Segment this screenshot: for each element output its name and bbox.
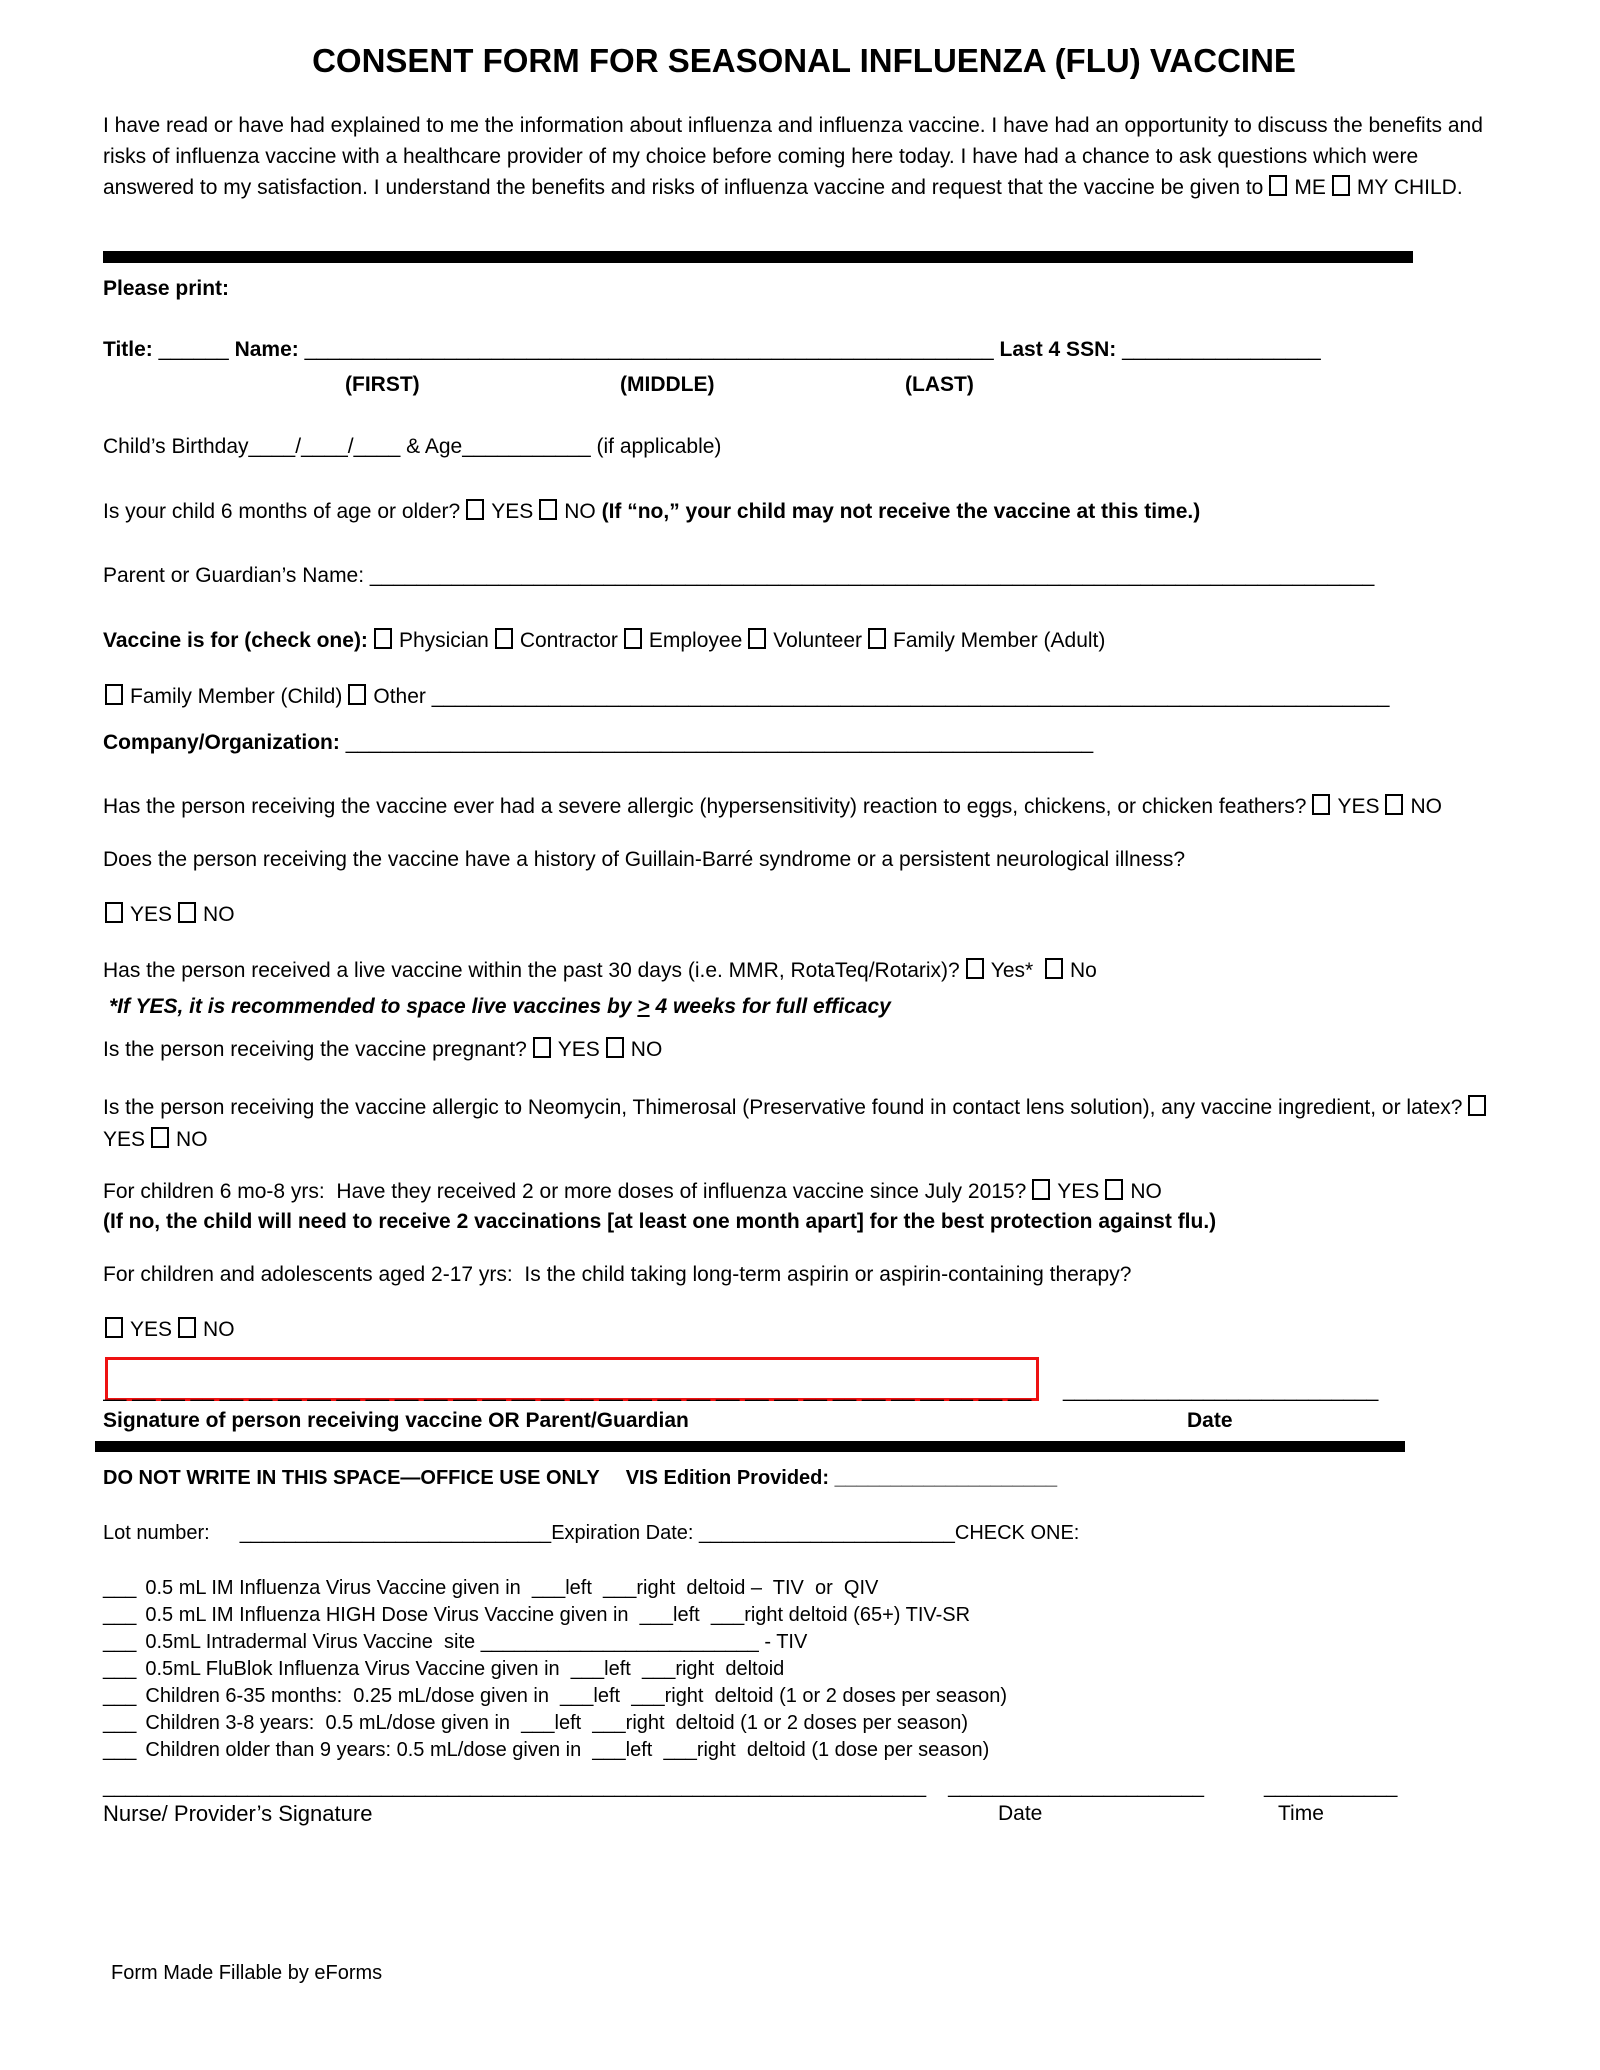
pregnant-text: Is the person receiving the vaccine pregnant? bbox=[103, 1038, 527, 1061]
checkbox-live-yes[interactable] bbox=[966, 958, 984, 979]
doses-no-label: NO bbox=[1130, 1180, 1162, 1203]
vaccine-option-row bbox=[103, 1602, 1505, 1629]
do-not-write-label: DO NOT WRITE IN THIS SPACE—OFFICE USE ONLY bbox=[103, 1467, 600, 1489]
children-doses-question bbox=[103, 1177, 1505, 1237]
checkbox-doses-yes[interactable] bbox=[1032, 1179, 1050, 1200]
expiration-date-blank[interactable]: _______________________ bbox=[699, 1522, 955, 1544]
aspirin-answers bbox=[103, 1317, 1505, 1343]
last-sublabel: (LAST) bbox=[905, 373, 974, 396]
parent-guardian-line bbox=[103, 562, 1505, 589]
option-text: 0.5mL FluBlok Influenza Virus Vaccine given in ___left ___right deltoid bbox=[145, 1658, 785, 1680]
neomycin-no-label: NO bbox=[176, 1128, 208, 1151]
checkbox-employee[interactable] bbox=[624, 628, 642, 649]
consent-text: I have read or have had explained to me the information about influenza and influenza vaccine. I have had an opportunity to discuss the benefits and risks of influenza vaccine with a healthcare provider of my choice before coming here today. I have had a chance to ask questions which were answered to my satisfaction. I understand the benefits and risks of influenza vaccine and request that the vaccine be given to bbox=[103, 114, 1489, 199]
guillain-no-label: NO bbox=[203, 903, 235, 926]
office-use-section bbox=[103, 1465, 1505, 1827]
child-age-warning: (If “no,” your child may not receive the vaccine at this time.) bbox=[601, 500, 1201, 523]
please-print-label: Please print: bbox=[103, 277, 230, 300]
parent-guardian-label: Parent or Guardian’s Name: bbox=[103, 564, 365, 587]
option-text: Children 6-35 months: 0.25 mL/dose given in ___left ___right deltoid (1 or 2 doses per season) bbox=[145, 1685, 1007, 1707]
option-check-blank[interactable]: ___ bbox=[103, 1712, 137, 1734]
option-text: 0.5 mL IM Influenza Virus Vaccine given in ___left ___right deltoid – TIV or QIV bbox=[145, 1577, 879, 1599]
title-label: Title: bbox=[103, 338, 153, 361]
provider-signature-blank[interactable]: __________________________________________________________________________ bbox=[103, 1776, 927, 1798]
guillain-answers bbox=[103, 902, 1505, 928]
guillain-yes-label: YES bbox=[130, 903, 173, 926]
aspirin-yes-label: YES bbox=[130, 1318, 173, 1341]
contractor-label: Contractor bbox=[519, 629, 618, 652]
provider-date-label: Date bbox=[998, 1802, 1043, 1825]
my-child-label: MY CHILD. bbox=[1356, 176, 1463, 199]
name-blank[interactable]: ___________________________________________________________ bbox=[304, 338, 994, 361]
vis-edition-blank[interactable]: ____________________ bbox=[834, 1467, 1058, 1489]
signature-area bbox=[103, 1355, 1505, 1407]
option-check-blank[interactable]: ___ bbox=[103, 1577, 137, 1599]
vaccine-option-row bbox=[103, 1656, 1505, 1683]
vaccine-option-row bbox=[103, 1737, 1505, 1764]
checkbox-aspirin-no[interactable] bbox=[178, 1317, 196, 1338]
note-before: *If YES, it is recommended to space live vaccines by bbox=[109, 995, 638, 1018]
checkbox-child-age-no[interactable] bbox=[539, 499, 557, 520]
middle-sublabel: (MIDDLE) bbox=[620, 373, 715, 396]
checkbox-guillain-yes[interactable] bbox=[105, 902, 123, 923]
aspirin-no-label: NO bbox=[203, 1318, 235, 1341]
other-label: Other bbox=[373, 685, 426, 708]
signature-line[interactable]: __ __ __ __ __ __ __ __ __ __ __ __ __ __ __ __ __ __ __ __ __ __ __ __ __ __ __ __ __ __ __ __ bbox=[103, 1379, 1032, 1402]
pregnant-no-label: NO bbox=[630, 1038, 663, 1061]
option-text: Children 3-8 years: 0.5 mL/dose given in ___left ___right deltoid (1 or 2 doses per season) bbox=[145, 1712, 969, 1734]
live-yes-label: Yes* bbox=[990, 959, 1034, 982]
name-line bbox=[103, 337, 1505, 363]
first-sublabel: (FIRST) bbox=[345, 373, 420, 396]
doses-yes-label: YES bbox=[1057, 1180, 1100, 1203]
checkbox-doses-no[interactable] bbox=[1105, 1179, 1123, 1200]
live-no-label: No bbox=[1070, 959, 1097, 982]
option-check-blank[interactable]: ___ bbox=[103, 1631, 137, 1653]
live-vaccine-text: Has the person received a live vaccine within the past 30 days (i.e. MMR, RotaTeq/Rotarix)? bbox=[103, 959, 960, 982]
company-line bbox=[103, 729, 1505, 756]
vaccine-for-row2 bbox=[103, 683, 1505, 710]
family-adult-label: Family Member (Adult) bbox=[893, 629, 1106, 652]
children-doses-note: (If no, the child will need to receive 2 vaccinations [at least one month apart] for the best protection against flu.) bbox=[103, 1210, 1217, 1233]
vaccine-option-row bbox=[103, 1629, 1505, 1656]
checkbox-my-child[interactable] bbox=[1332, 175, 1350, 196]
eforms-footer-note: Form Made Fillable by eForms bbox=[111, 1962, 383, 1984]
provider-time-blank[interactable]: ____________ bbox=[1263, 1776, 1398, 1798]
consent-paragraph bbox=[103, 110, 1505, 203]
checkbox-other[interactable] bbox=[348, 684, 366, 705]
checkbox-family-adult[interactable] bbox=[868, 628, 886, 649]
option-text: Children older than 9 years: 0.5 mL/dose given in ___left ___right deltoid (1 dose per season) bbox=[145, 1739, 990, 1761]
provider-time-label: Time bbox=[1278, 1802, 1324, 1825]
lot-number-label: Lot number: bbox=[103, 1522, 210, 1544]
option-check-blank[interactable]: ___ bbox=[103, 1685, 137, 1707]
pregnant-yes-label: YES bbox=[557, 1038, 600, 1061]
vaccine-option-row bbox=[103, 1710, 1505, 1737]
option-check-blank[interactable]: ___ bbox=[103, 1739, 137, 1761]
lot-number-blank[interactable]: ____________________________ bbox=[239, 1522, 552, 1544]
live-vaccine-note bbox=[103, 994, 1505, 1020]
page-title: CONSENT FORM FOR SEASONAL INFLUENZA (FLU) VACCINE bbox=[312, 42, 1296, 79]
checkbox-pregnant-yes[interactable] bbox=[533, 1037, 551, 1058]
checkbox-live-no[interactable] bbox=[1045, 958, 1063, 979]
check-one-label: CHECK ONE: bbox=[954, 1522, 1080, 1544]
neomycin-question bbox=[103, 1092, 1505, 1156]
checkbox-neomycin-yes[interactable] bbox=[1468, 1095, 1486, 1116]
do-not-write-line bbox=[103, 1465, 1505, 1491]
vaccine-option-row bbox=[103, 1575, 1505, 1602]
vaccine-for-label: Vaccine is for (check one): bbox=[103, 629, 368, 652]
signature-labels bbox=[103, 1407, 1505, 1434]
checkbox-physician[interactable] bbox=[374, 628, 392, 649]
option-check-blank[interactable]: ___ bbox=[103, 1604, 137, 1626]
name-label: Name: bbox=[234, 338, 299, 361]
vaccine-for-row bbox=[103, 627, 1505, 654]
greater-equal-symbol: > bbox=[637, 995, 650, 1018]
signature-date-blank[interactable]: ___________________________ bbox=[1063, 1379, 1379, 1402]
checkbox-child-age-yes[interactable] bbox=[466, 499, 484, 520]
provider-date-blank[interactable]: _______________________ bbox=[948, 1776, 1204, 1798]
company-blank[interactable]: ________________________________________________________________ bbox=[345, 731, 1094, 754]
signature-label: Signature of person receiving vaccine OR Parent/Guardian bbox=[103, 1409, 689, 1432]
company-label: Company/Organization: bbox=[103, 731, 340, 754]
child-age-yes-label: YES bbox=[491, 500, 534, 523]
neomycin-text: Is the person receiving the vaccine allergic to Neomycin, Thimerosal (Preservative found in contact lens solution), any vaccine ingredient, or latex? bbox=[103, 1096, 1463, 1119]
checkbox-eggs-yes[interactable] bbox=[1312, 794, 1330, 815]
parent-guardian-blank[interactable]: ______________________________________________________________________________________ bbox=[369, 564, 1375, 587]
option-check-blank[interactable]: ___ bbox=[103, 1658, 137, 1680]
lot-number-line bbox=[103, 1520, 1505, 1546]
child-birthday-line[interactable]: Child’s Birthday____/____/____ & Age___________ (if applicable) bbox=[103, 435, 722, 458]
checkbox-eggs-no[interactable] bbox=[1385, 794, 1403, 815]
employee-label: Employee bbox=[648, 629, 743, 652]
checkbox-contractor[interactable] bbox=[495, 628, 513, 649]
eggs-no-label: NO bbox=[1410, 795, 1442, 818]
provider-signature-line bbox=[103, 1774, 1505, 1800]
provider-signature-label: Nurse/ Provider’s Signature bbox=[103, 1801, 373, 1826]
checkbox-aspirin-yes[interactable] bbox=[105, 1317, 123, 1338]
note-after: 4 weeks for full efficacy bbox=[649, 995, 891, 1018]
title-blank[interactable]: ______ bbox=[158, 338, 229, 361]
child-age-no-label: NO bbox=[564, 500, 596, 523]
section-divider-bar-bottom bbox=[95, 1441, 1405, 1452]
option-text: 0.5mL Intradermal Virus Vaccine site _________________________ - TIV bbox=[145, 1631, 808, 1653]
provider-signature-labels bbox=[103, 1800, 1505, 1827]
family-child-label: Family Member (Child) bbox=[130, 685, 343, 708]
checkbox-me[interactable] bbox=[1269, 175, 1287, 196]
checkbox-family-child[interactable] bbox=[105, 684, 123, 705]
section-divider-bar-top bbox=[103, 251, 1413, 263]
checkbox-neomycin-no[interactable] bbox=[151, 1127, 169, 1148]
live-vaccine-question bbox=[103, 958, 1505, 984]
checkbox-pregnant-no[interactable] bbox=[606, 1037, 624, 1058]
pregnant-question bbox=[103, 1037, 1505, 1063]
neomycin-yes-label: YES bbox=[103, 1128, 146, 1151]
volunteer-label: Volunteer bbox=[773, 629, 863, 652]
eggs-yes-label: YES bbox=[1337, 795, 1380, 818]
ssn-label: Last 4 SSN: bbox=[999, 338, 1117, 361]
aspirin-question: For children and adolescents aged 2-17 yrs: Is the child taking long-term aspirin or aspirin-containing therapy? bbox=[103, 1263, 1132, 1286]
other-blank[interactable]: __________________________________________________________________________________ bbox=[431, 685, 1390, 708]
children-doses-text: For children 6 mo-8 yrs: Have they received 2 or more doses of influenza vaccine since July 2015? bbox=[103, 1180, 1027, 1203]
vaccine-option-list bbox=[103, 1575, 1505, 1764]
ssn-blank[interactable]: _________________ bbox=[1122, 338, 1321, 361]
expiration-date-label: Expiration Date: bbox=[551, 1522, 694, 1544]
child-age-text: Is your child 6 months of age or older? bbox=[103, 500, 461, 523]
eggs-allergy-question bbox=[103, 791, 1505, 823]
checkbox-guillain-no[interactable] bbox=[178, 902, 196, 923]
eggs-allergy-text: Has the person receiving the vaccine ever had a severe allergic (hypersensitivity) reaction to eggs, chickens, or chicken feathers? bbox=[103, 795, 1307, 818]
checkbox-volunteer[interactable] bbox=[748, 628, 766, 649]
child-age-question bbox=[103, 499, 1505, 525]
name-sublabels bbox=[103, 373, 1505, 399]
signature-date-label: Date bbox=[1187, 1409, 1233, 1432]
option-text: 0.5 mL IM Influenza HIGH Dose Virus Vaccine given in ___left ___right deltoid (65+) TIV-SR bbox=[145, 1604, 971, 1626]
vis-edition-label: VIS Edition Provided: bbox=[625, 1467, 830, 1489]
vaccine-option-row bbox=[103, 1683, 1505, 1710]
physician-label: Physician bbox=[398, 629, 489, 652]
guillain-question: Does the person receiving the vaccine have a history of Guillain-Barré syndrome or a persistent neurological illness? bbox=[103, 848, 1186, 871]
me-label: ME bbox=[1294, 176, 1326, 199]
